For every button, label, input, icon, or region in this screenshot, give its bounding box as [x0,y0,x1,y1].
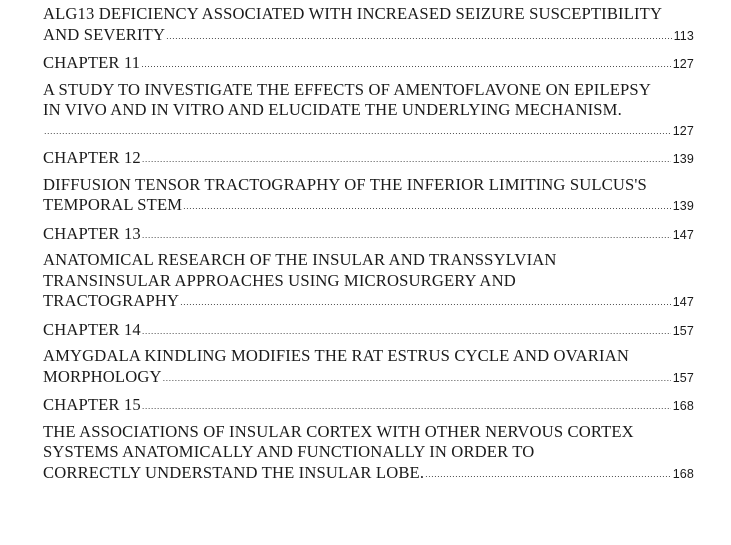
dot-leader [180,292,671,313]
dot-leader [163,368,671,389]
page-number: 139 [672,152,694,166]
toc-entry-title-line: IN VIVO AND IN VITRO AND ELUCIDATE THE UNDERLYING MECHANISM. [43,100,622,119]
chapter-label: CHAPTER 12 [43,148,141,167]
toc-entry-leader [43,224,694,247]
toc-entry-amentoflavone[interactable] [43,80,694,143]
toc-entry-title-line: TRANSINSULAR APPROACHES USING MICROSURGERY AND [43,270,516,290]
toc-entry-amygdala-kindling[interactable] [43,346,694,389]
toc-entry-title-line: THE ASSOCIATIONS OF INSULAR CORTEX WITH OTHER NERVOUS CORTEX [43,421,634,441]
toc-chapter-14[interactable] [43,320,694,343]
dot-leader [183,196,671,217]
dot-leader [141,54,670,75]
chapter-label: CHAPTER 13 [43,223,141,243]
toc-entry-title-line: A STUDY TO INVESTIGATE THE EFFECTS OF AMENTOFLAVONE ON EPILEPSY [43,79,651,99]
page-number: 157 [672,370,694,385]
toc-entry-leader [43,25,694,48]
toc-entry-title-line: ALG13 DEFICIENCY ASSOCIATED WITH INCREASED SEIZURE SUSCEPTIBILITY [43,4,663,23]
table-of-contents [43,4,694,491]
toc-entry-title-line: TEMPORAL STEM [43,195,183,214]
toc-chapter-12[interactable] [43,148,694,171]
toc-entry-leader [43,291,694,314]
page-number: 168 [672,399,694,413]
toc-chapter-15[interactable] [43,395,694,418]
page-number: 147 [672,295,694,309]
dot-leader [142,321,671,342]
toc-entry-leader [43,367,694,390]
toc-entry-title-line: TRACTOGRAPHY [43,291,180,310]
chapter-label: CHAPTER 15 [43,395,141,414]
page-number: 157 [672,323,694,338]
toc-entry-alg13[interactable] [43,4,694,47]
toc-entry-title-line: ANATOMICAL RESEARCH OF THE INSULAR AND TRANSSYLVIAN [43,250,557,269]
toc-entry-title-line: AMYGDALA KINDLING MODIFIES THE RAT ESTRUS CYCLE AND OVARIAN [43,346,629,365]
dot-leader [44,121,671,142]
dot-leader [166,26,672,47]
toc-entry-title-line: DIFFUSION TENSOR TRACTOGRAPHY OF THE INFERIOR LIMITING SULCUS'S [43,174,647,194]
toc-entry-insular-cortex[interactable] [43,422,694,486]
toc-entry-diffusion-tensor[interactable] [43,175,694,218]
toc-entry-leader [43,195,694,218]
dot-leader [425,464,671,485]
page-number: 127 [672,123,694,138]
chapter-label: CHAPTER 14 [43,319,141,339]
dot-leader [142,396,671,417]
dot-leader [142,149,671,170]
chapter-label: CHAPTER 11 [43,53,141,72]
toc-entry-leader [43,463,694,486]
toc-entry-leader [43,121,694,143]
toc-entry-leader [43,148,694,171]
toc-entry-title-line: MORPHOLOGY [43,366,162,386]
toc-entry-leader [43,395,694,418]
page-number: 139 [672,199,694,213]
toc-entry-anatomical-research[interactable] [43,250,694,314]
toc-entry-title-line: SYSTEMS ANATOMICALLY AND FUNCTIONALLY IN ORDER TO [43,442,535,461]
page-number: 113 [673,28,694,43]
page-number: 168 [672,466,694,481]
toc-entry-title-line: AND SEVERITY [43,24,166,44]
toc-chapter-13[interactable] [43,224,694,247]
toc-chapter-11[interactable] [43,53,694,76]
page-number: 127 [672,57,694,71]
page-number: 147 [672,227,694,242]
toc-entry-title-line: CORRECTLY UNDERSTAND THE INSULAR LOBE. [43,462,425,482]
dot-leader [142,225,671,246]
toc-entry-leader [43,53,694,76]
toc-entry-leader [43,320,694,343]
